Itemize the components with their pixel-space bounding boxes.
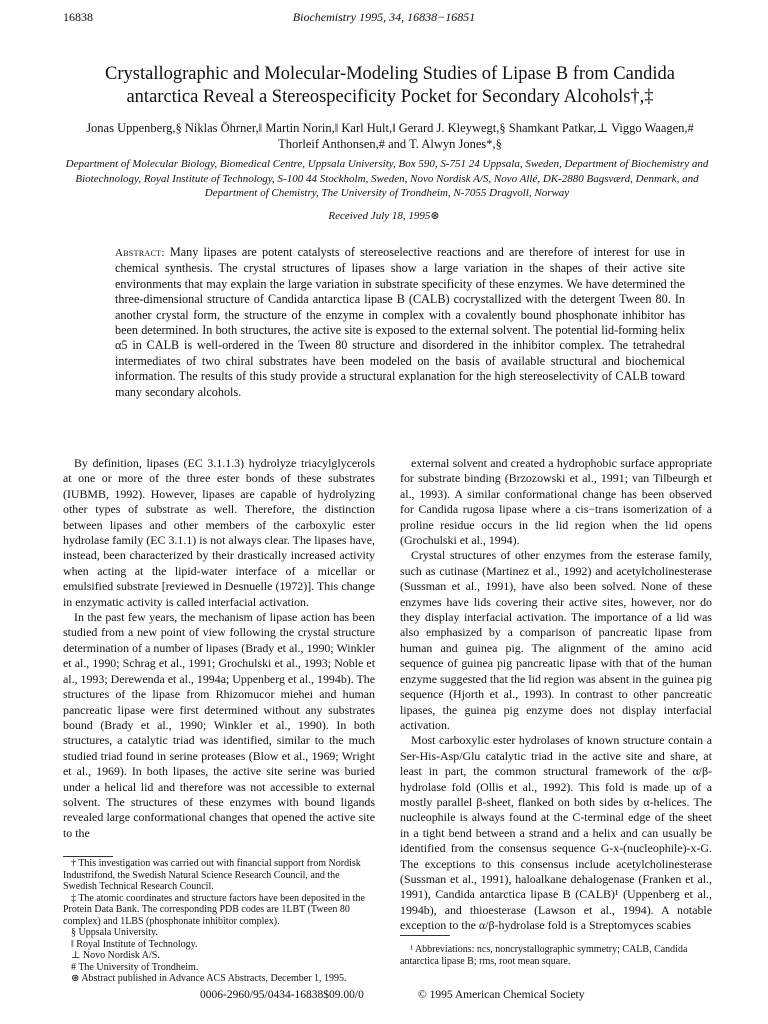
- footnote: ⊥ Novo Nordisk A/S.: [71, 950, 160, 961]
- footnote: § Uppsala University.: [71, 927, 158, 938]
- footnote: ‖ Royal Institute of Technology.: [71, 938, 198, 950]
- running-header: Biochemistry 1995, 34, 16838−16851: [292, 10, 476, 24]
- abstract: [115, 245, 685, 400]
- abstract-text: Many lipases are potent catalysts of stereoselective reactions and are therefore of interest for use in chemical synthesis. The crystal structures of lipases show a large variation in the shapes of their active site environments that may explain the large variation in substrate specificity of these enzymes. We have determined the three-dimensional structure of Candida antarctica lipase B (CALB) cocrystallized with the detergent Tween 80. In another crystal form, the structure of the enzyme in complex with a covalently bound phosphonate inhibitor has been determined. In both structures, the active site is exposed to the external solvent. The potential lid-forming helix α5 in CALB is well-ordered in the Tween 80 structure and disordered in the inhibitor complex. The tetrahedral intermediates of two chiral substrates have been modeled on the basis of available structural and biochemical information. The results of this study provide a structural explanation for the high stereoselectivity of CALB toward many secondary alcohols.: [115, 245, 686, 399]
- body-column-right: [400, 456, 712, 934]
- affiliations: Department of Molecular Biology, Biomedical Centre, Uppsala University, Box 590, S-751 24 Uppsala, Sweden, Department of Biochemistry and Biotechnology, Royal Institute of Technology, S-100 44 Stockholm, Sweden, Novo Nordisk A/S, Novo Allé, DK-2880 Bagsværd, Denmark, and Department of Chemistry, The University of Trondheim, N-7055 Dragvoll, Norway: [65, 158, 709, 200]
- footnote: # The University of Trondheim.: [71, 961, 199, 973]
- paragraph: external solvent and created a hydrophobic surface appropriate for substrate binding (Brzozowski et al., 1991; van Tilbeurgh et al., 1993). A similar conformational change has been observed for Candida rugosa lipase where a cis−trans isomerization of a proline residue occurs in the lid region when the lid opens (Grochulski et al., 1994).: [400, 456, 712, 548]
- footnote: ‡ The atomic coordinates and structure factors have been deposited in the Protein Data Bank. The corresponding PDB codes are 1LBT (Tween 80 complex) and 1LBS (phosphonate inhibitor complex).: [63, 892, 365, 927]
- paragraph: Crystal structures of other enzymes from the esterase family, such as cutinase (Martinez et al., 1992) and acetylcholinesterase (Sussman et al., 1991), have also been solved. None of these enzymes have lids covering their active sites, however, nor do they display interfacial activation. The importance of a lid was also emphasized by a comparison of pancreatic lipase from human and guinea pig. The alignment of the amino acid sequence of guinea pig pancreatic lipase with that of the human enzyme suggested that the lid region was absent in the guinea pig sequence (Hjorth et al., 1993). In contrast to other pancreatic lipases, the guinea pig enzyme does not display interfacial activation.: [400, 548, 712, 732]
- article-title: Crystallographic and Molecular-Modeling Studies of Lipase B from Candida antarctica Reveal a Stereospecificity Pocket for Secondary Alcohols†,‡: [105, 64, 675, 107]
- footnote: † This investigation was carried out with financial support from Nordisk Industrifond, the Swedish Natural Science Research Council, and the Swedish Technical Research Council.: [63, 858, 361, 892]
- abstract-label: Abstract:: [115, 247, 165, 259]
- article-code: 0006-2960/95/0434-16838$09.00/0: [200, 989, 364, 1001]
- page-number: 16838: [63, 10, 93, 24]
- copyright: © 1995 American Chemical Society: [418, 989, 585, 1001]
- body-column-left: [63, 456, 375, 841]
- footnote-divider: [400, 935, 450, 936]
- paragraph: In the past few years, the mechanism of lipase action has been studied from a new point of view following the crystal structure determination of a number of lipases (Brady et al., 1990; Winkler et al., 1990; Schrag et al., 1991; Grochulski et al., 1993; Noble et al., 1993; Derewenda et al., 1994a; Uppenberg et al., 1994b). The structures of the lipase from Rhizomucor miehei and human pancreatic lipase were first determined without any substrates bound (Brady et al., 1990; Winkler et al., 1990). In both structures, a catalytic triad was identified, similar to the much studied triad found in serine proteases (Blow et al., 1969; Wright et al., 1969). In both lipases, the active site serine was buried under a helical lid and therefore was not accessible to external solvent. The structures of these enzymes with bound ligands revealed large conformational changes that opened the active site to the: [63, 610, 375, 840]
- paragraph: Most carboxylic ester hydrolases of known structure contain a Ser-His-Asp/Glu catalytic triad in the active site and share, at least in part, the common structural framework of the α/β-hydrolase fold (Ollis et al., 1992). This fold is made up of a mostly parallel β-sheet, flanked on both sides by α-helices. The nucleophile is always found at the C-terminal edge of the sheet in a tight bend between a strand and a helix and can usually be identified from the consensus sequence G-x-(nucleophile)-x-G. The exceptions to this consensus include acetylcholinesterase (Sussman et al., 1991), haloalkane dehalogenase (Franken et al., 1991), Candida antarctica lipase B (CALB)¹ (Uppenberg et al., 1994b), and thioesterase (Lawson et al., 1994). A notable exception to the α/β-hydrolase fold is a Streptomyces scabies: [400, 733, 712, 933]
- paragraph: By definition, lipases (EC 3.1.1.3) hydrolyze triacylglycerols at one or more of the three ester bonds of these substrates (IUBMB, 1992). However, lipases are capable of hydrolyzing other types of substrate as well. Therefore, the distinction between lipases and other members of the carboxylic ester hydrolase family (EC 3.1.1) is not always clear. The lipases have, instead, been characterized by their drastically increased activity when acting at the lipid-water interface of a micellar or emulsified substrate [reviewed in Desnuelle (1972)]. This change in enzymatic activity is called interfacial activation.: [63, 456, 375, 609]
- footnotes: [63, 858, 375, 985]
- received-date: Received July 18, 1995⊛: [328, 210, 440, 222]
- author-list: Jonas Uppenberg,§ Niklas Öhrner,‖ Martin Norin,‖ Karl Hult,‖ Gerard J. Kleywegt,§ Shamkant Patkar,⊥ Viggo Waagen,# Thorleif Anthonsen,# and T. Alwyn Jones*,§: [86, 121, 694, 151]
- abbreviations-footnote: ¹ Abbreviations: ncs, noncrystallographic symmetry; CALB, Candida antarctica lipase B; rms, root mean square.: [400, 944, 688, 967]
- footnote: ⊛ Abstract published in Advance ACS Abstracts, December 1, 1995.: [71, 973, 347, 984]
- footnote-divider: [63, 856, 113, 857]
